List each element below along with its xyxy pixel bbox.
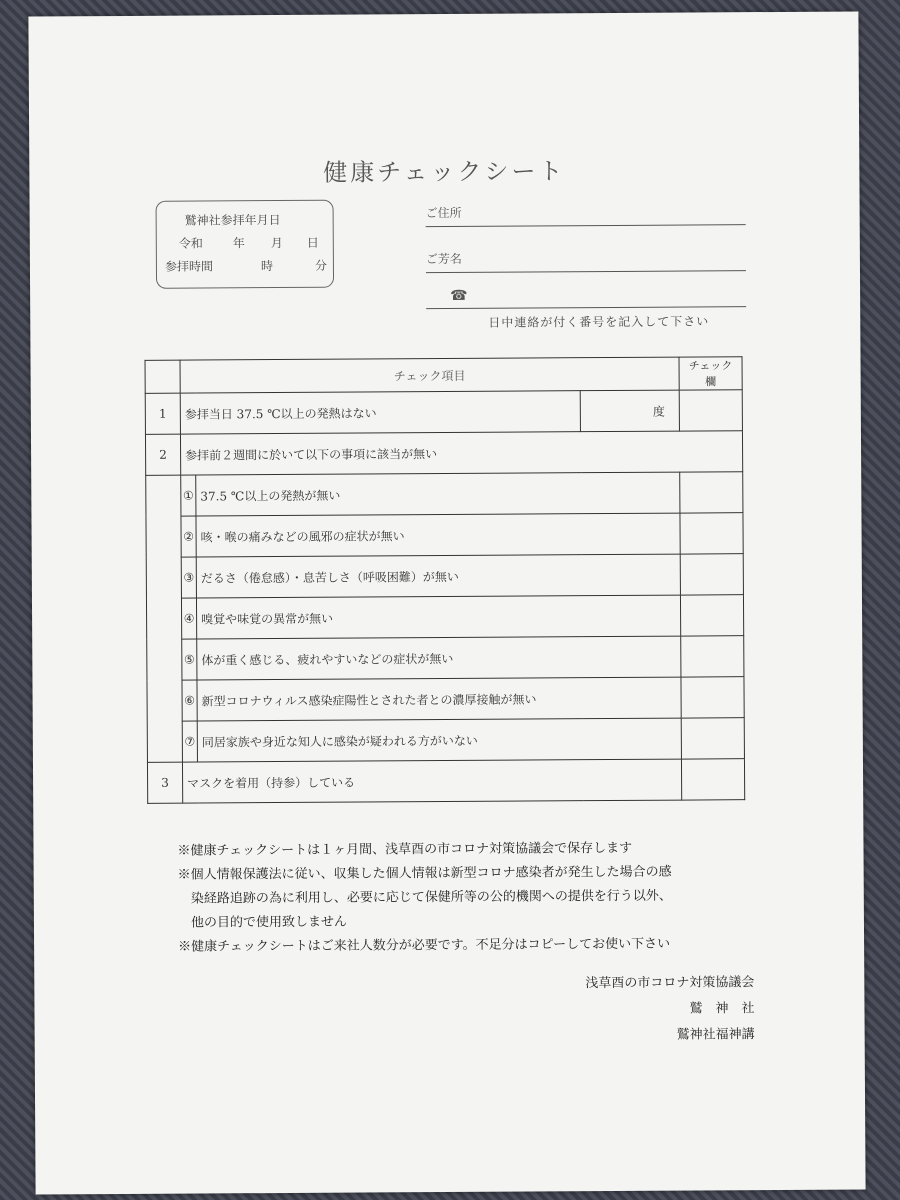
sub-item-text: 37.5 ℃以上の発熱が無い	[196, 472, 680, 516]
sub-item-mark: ⑦	[182, 721, 197, 762]
notes-block	[177, 836, 778, 960]
document-sheet	[28, 11, 865, 1194]
org-council: 浅草酉の市コロナ対策協議会	[585, 975, 755, 992]
note-line: ※健康チェックシートはご来社人数分が必要です。不足分はコピーしてお使い下さい	[178, 936, 671, 955]
sub-item-text: 体が重く感じる、疲れやすいなどの症状が無い	[197, 636, 681, 680]
row-number-blank	[146, 475, 183, 762]
name-field[interactable]	[426, 248, 746, 273]
note-line: 染経路追跡の為に利用し、必要に応じて保健所等の公的機関への提供を行う以外、	[177, 888, 672, 907]
header-blank	[145, 360, 180, 393]
telephone-icon: ☎	[450, 287, 468, 304]
note-line: 他の目的で使用致しません	[177, 914, 348, 931]
visit-date-box	[156, 200, 335, 289]
row-text: マスクを着用（持参）している	[182, 759, 681, 803]
table-row	[146, 595, 743, 640]
row-text: 参拝当日 37.5 ℃以上の発熱はない	[180, 391, 580, 434]
address-label: ご住所	[425, 205, 462, 221]
table-row	[147, 677, 744, 722]
table-row	[146, 554, 743, 599]
visit-time-label: 参拝時間	[164, 259, 213, 274]
table-row	[147, 718, 744, 763]
org-shrine: 鷲 神 社	[689, 1001, 755, 1017]
table-header-row	[145, 357, 742, 394]
temperature-unit: 度	[580, 390, 679, 432]
sub-item-mark: ⑤	[182, 639, 197, 680]
table-row	[147, 759, 744, 804]
sub-item-mark: ⑥	[182, 680, 197, 721]
table-row	[146, 472, 743, 517]
address-field[interactable]	[426, 202, 746, 227]
sub-item-text: 同居家族や身近な知人に感染が疑われる方がいない	[197, 718, 681, 762]
table-row	[145, 431, 742, 476]
check-cell[interactable]	[681, 677, 744, 718]
health-check-table	[145, 356, 746, 804]
sub-item-text: 嗅覚や味覚の異常が無い	[196, 595, 680, 639]
note-line: ※健康チェックシートは１ヶ月間、浅草酉の市コロナ対策協議会で保存します	[177, 840, 633, 859]
table-row	[147, 636, 744, 681]
check-cell[interactable]	[680, 513, 743, 554]
month-label: 月	[270, 235, 283, 251]
row-number: 1	[145, 393, 180, 434]
signature-block	[585, 970, 754, 1049]
phone-field[interactable]	[426, 284, 746, 309]
check-cell[interactable]	[681, 759, 744, 800]
check-cell[interactable]	[680, 472, 743, 513]
sub-item-text: 新型コロナウィルス感染症陽性とされた者との濃厚接触が無い	[197, 677, 681, 721]
check-cell[interactable]	[680, 554, 743, 595]
year-label: 年	[232, 236, 245, 251]
check-cell[interactable]	[681, 636, 744, 677]
minute-label: 分	[314, 258, 327, 273]
row-number: 2	[145, 434, 180, 475]
org-association: 鷲神社福神講	[676, 1027, 755, 1043]
check-cell[interactable]	[680, 595, 743, 636]
phone-note: 日中連絡が付く番号を記入して下さい	[488, 314, 710, 330]
note-line: ※個人情報保護法に従い、収集した個人情報は新型コロナ感染者が発生した場合の感	[177, 864, 672, 883]
name-label: ご芳名	[425, 251, 462, 267]
table-row	[146, 513, 743, 558]
sub-item-mark: ②	[181, 516, 196, 557]
header-check-item: チェック項目	[180, 357, 679, 393]
check-cell[interactable]	[679, 390, 742, 431]
header-check-column: チェック欄	[679, 357, 742, 390]
table-row	[145, 390, 742, 435]
hour-label: 時	[260, 259, 273, 274]
sub-item-mark: ①	[181, 475, 196, 516]
sub-item-text: 咳・喉の痛みなどの風邪の症状が無い	[196, 513, 680, 557]
sub-item-text: だるさ（倦怠感）・息苦しさ（呼吸困難）が無い	[196, 554, 680, 598]
visit-date-heading: 鷲神社参拝年月日	[184, 213, 281, 228]
sub-item-mark: ④	[181, 598, 196, 639]
page-title: 健康チェックシート	[323, 157, 566, 187]
row-number: 3	[147, 762, 182, 803]
check-cell[interactable]	[681, 718, 744, 759]
row-text: 参拝前２週間に於いて以下の事項に該当が無い	[180, 431, 742, 475]
day-label: 日	[306, 235, 319, 250]
sub-item-mark: ③	[181, 557, 196, 598]
era-label: 令和	[178, 236, 203, 251]
